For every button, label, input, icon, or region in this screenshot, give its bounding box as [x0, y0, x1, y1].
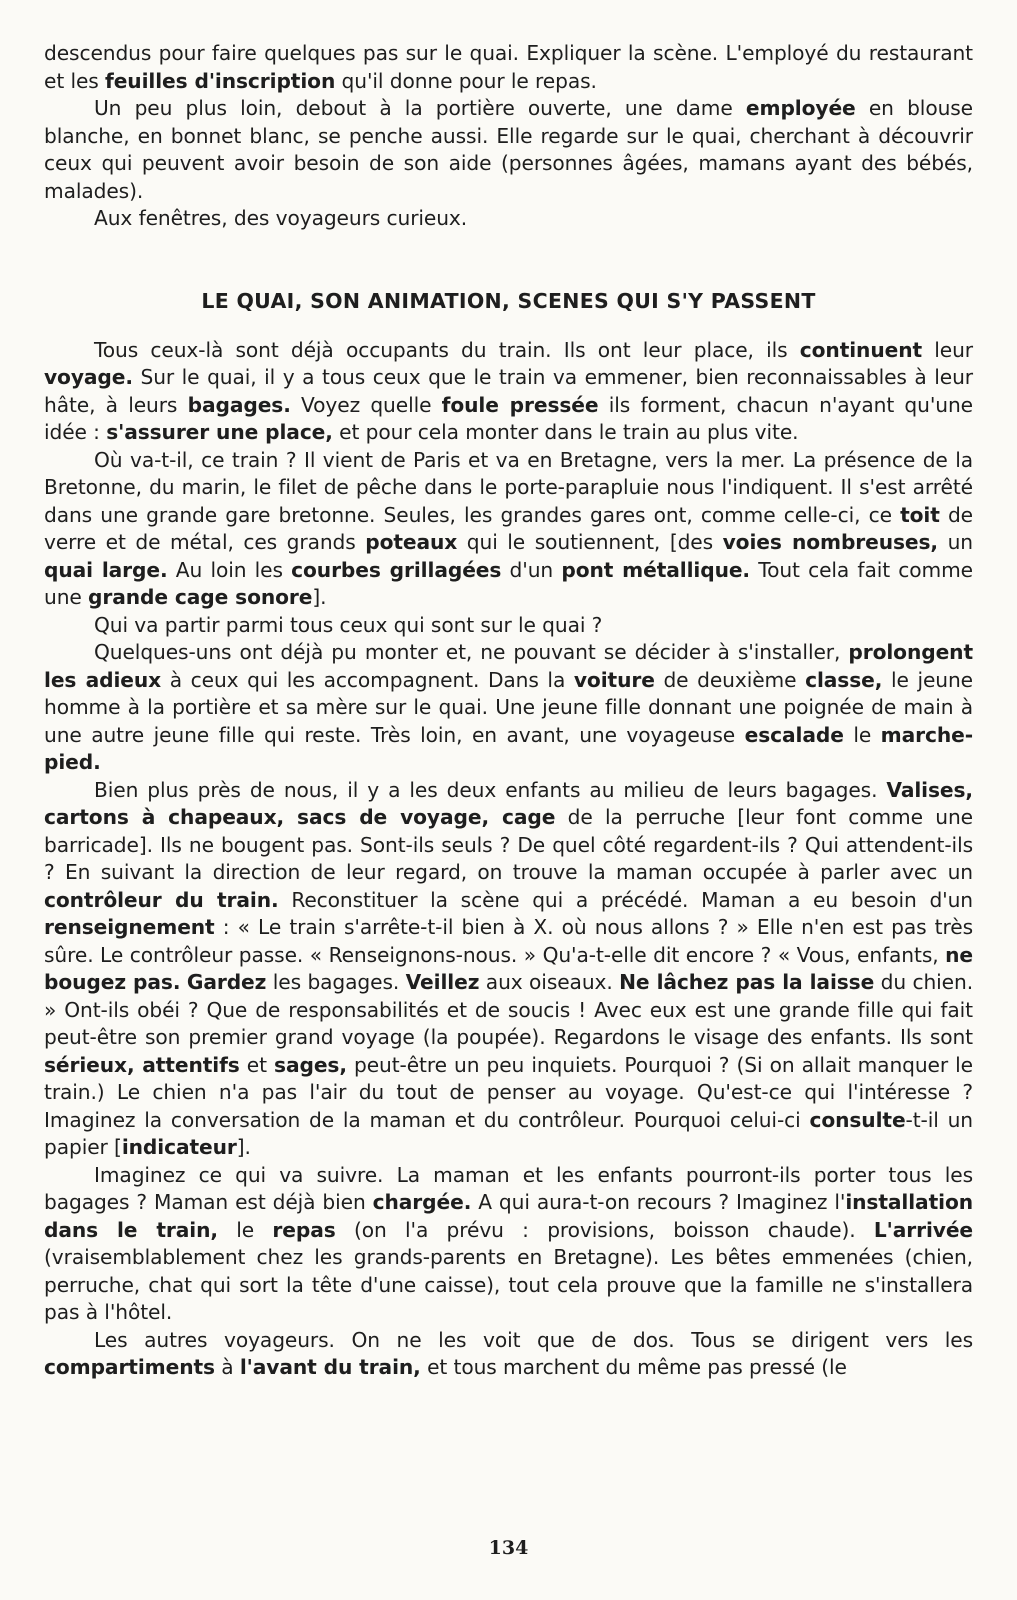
bold-term: ne bougez pas. — [44, 942, 973, 994]
bold-term: sérieux, attentifs — [44, 1052, 240, 1077]
bold-term: poteaux — [365, 530, 458, 554]
bold-term: Gardez — [186, 970, 267, 994]
bold-term: Valises, cartons à chapeaux, sacs de voyage, cage — [44, 777, 973, 829]
bold-term: feuilles d'inscription — [105, 68, 336, 93]
bold-term: pont métallique. — [561, 557, 751, 582]
paragraph: Un peu plus loin, debout à la portière ouverte, une dame employée en blouse blanche, en bonnet blanc, se penche aussi. Elle regarde sur le quai, cherchant à découvrir ceux qui peuvent avoir besoin de son aide (personnes âgées, mamans ayant des bébés, malades). — [44, 96, 973, 203]
bold-term: compartiments — [44, 1355, 215, 1379]
paragraph: Tous ceux-là sont déjà occupants du train. Ils ont leur place, ils continuent leur voyage. Sur le quai, il y a tous ceux que le train va emmener, bien reconnaissables à leur hâte, à leurs bagages. Voyez quelle foule pressée ils forment, chacun n'ayant qu'une idée : s'assurer une place, et pour cela monter dans le train au plus vite. — [44, 337, 973, 444]
bold-term: l'avant du train, — [239, 1355, 421, 1379]
bold-term: foule pressée — [441, 392, 599, 417]
paragraph: Quelques-uns ont déjà pu monter et, ne pouvant se décider à s'installer, prolongent les adieux à ceux qui les accompagnent. Dans la voiture de deuxième classe, le jeune homme à la portière et sa mère sur le quai. Une jeune fille donnant une poignée de main à une autre jeune fille qui reste. Très loin, en avant, une voyageuse escalade le marche-pied. — [44, 640, 973, 774]
bold-term: prolongent les adieux — [44, 640, 973, 692]
bold-term: voiture — [573, 667, 655, 692]
bold-term: grande cage sonore — [88, 585, 313, 609]
bold-term: L'arrivée — [873, 1217, 974, 1242]
bold-term: indicateur — [121, 1135, 237, 1159]
bold-term: courbes grillagées — [291, 557, 502, 582]
bold-term: employée — [745, 96, 856, 120]
bold-term: voies nombreuses, — [722, 530, 939, 554]
bold-term: classe, — [805, 667, 883, 692]
paragraph: Bien plus près de nous, il y a les deux enfants au milieu de leurs bagages. Valises, cartons à chapeaux, sacs de voyage, cage de la perruche [leur font comme une barricade]. Ils ne bougent pas. Sont-ils seuls ? De quel côté regardent-ils ? Qui attendent-ils ? En suivant la direction de leur regard, on trouve la maman occupée à parler avec un contrôleur du train. Reconstituer la scène qui a précédé. Maman a eu besoin d'un renseignement : « Le train s'arrête-t-il bien à X. où nous allons ? » Elle n'en est pas très sûre. Le contrôleur passe. « Renseignons-nous. » Qu'a-t-elle dit encore ? « Vous, enfants, ne bougez pas. Gardez les bagages. Veillez aux oiseaux. Ne lâchez pas la laisse du chien. » Ont-ils obéi ? Que de responsabilités et de soucis ! Avec eux est une grande fille qui fait peut-être son premier grand voyage (la poupée). Regardons le visage des enfants. Ils sont sérieux, attentifs et sages, peut-être un peu inquiets. Pourquoi ? (Si on allait manquer le train.) Le chien n'a pas l'air du tout de penser au voyage. Qu'est-ce qui l'intéresse ? Imaginez la conversation de la maman et du contrôleur. Pourquoi celui-ci consulte-t-il un papier [indicateur]. — [44, 777, 974, 1159]
bold-term: consulte — [809, 1107, 906, 1132]
bold-term: repas — [272, 1217, 336, 1242]
bold-term: contrôleur du train. — [44, 887, 279, 912]
paragraph: descendus pour faire quelques pas sur le quai. Expliquer la scène. L'employé du restaurant et les feuilles d'inscription qu'il donne pour le repas. — [44, 41, 973, 93]
bold-term: bagages. — [187, 392, 291, 417]
section-body — [44, 337, 973, 1382]
bold-term: quai large. — [44, 557, 168, 582]
paragraph: Qui va partir parmi tous ceux qui sont sur le quai ? — [94, 612, 603, 637]
bold-term: voyage. — [44, 365, 133, 389]
bold-term: escalade — [744, 722, 844, 747]
bold-term: s'assurer une place, — [106, 420, 333, 444]
intro-text — [44, 40, 973, 233]
section-heading: LE QUAI, SON ANIMATION, SCENES QUI S'Y PASSENT — [201, 288, 816, 313]
bold-term: renseignement — [44, 915, 215, 939]
bold-term: continuent — [799, 337, 923, 362]
page-number: 134 — [488, 1537, 529, 1559]
bold-term: Veillez — [405, 970, 480, 994]
bold-term: marche-pied. — [44, 722, 973, 774]
bold-term: installation dans le train, — [44, 1190, 973, 1242]
paragraph: Les autres voyageurs. On ne les voit que de dos. Tous se dirigent vers les compartiments à l'avant du train, et tous marchent du même pas pressé (le — [44, 1327, 973, 1379]
bold-term: sages, — [274, 1052, 347, 1077]
bold-term: Ne lâchez pas la laisse — [619, 970, 875, 994]
paragraph: Où va-t-il, ce train ? Il vient de Paris et va en Bretagne, vers la mer. La présence de la Bretonne, du marin, le filet de pêche dans le porte-parapluie nous l'indiquent. Il s'est arrêté dans une grande gare bretonne. Seules, les grandes gares ont, comme celle-ci, ce toit de verre et de métal, ces grands poteaux qui le soutiennent, [des voies nombreuses, un quai large. Au loin les courbes grillagées d'un pont métallique. Tout cela fait comme une grande cage sonore]. — [44, 447, 973, 609]
paragraph: Imaginez ce qui va suivre. La maman et les enfants pourront-ils porter tous les bagages ? Maman est déjà bien chargée. A qui aura-t-on recours ? Imaginez l'installation dans le train, le repas (on l'a prévu : provisions, boisson chaude). L'arrivée (vraisemblablement chez les grands-parents en Bretagne). Les bêtes emmenées (chien, perruche, chat qui sort la tête d'une caisse), tout cela prouve que la famille ne s'installera pas à l'hôtel. — [44, 1162, 974, 1324]
paragraph: Aux fenêtres, des voyageurs curieux. — [94, 206, 468, 230]
bold-term: chargée. — [372, 1190, 472, 1214]
bold-term: toit — [900, 502, 940, 527]
